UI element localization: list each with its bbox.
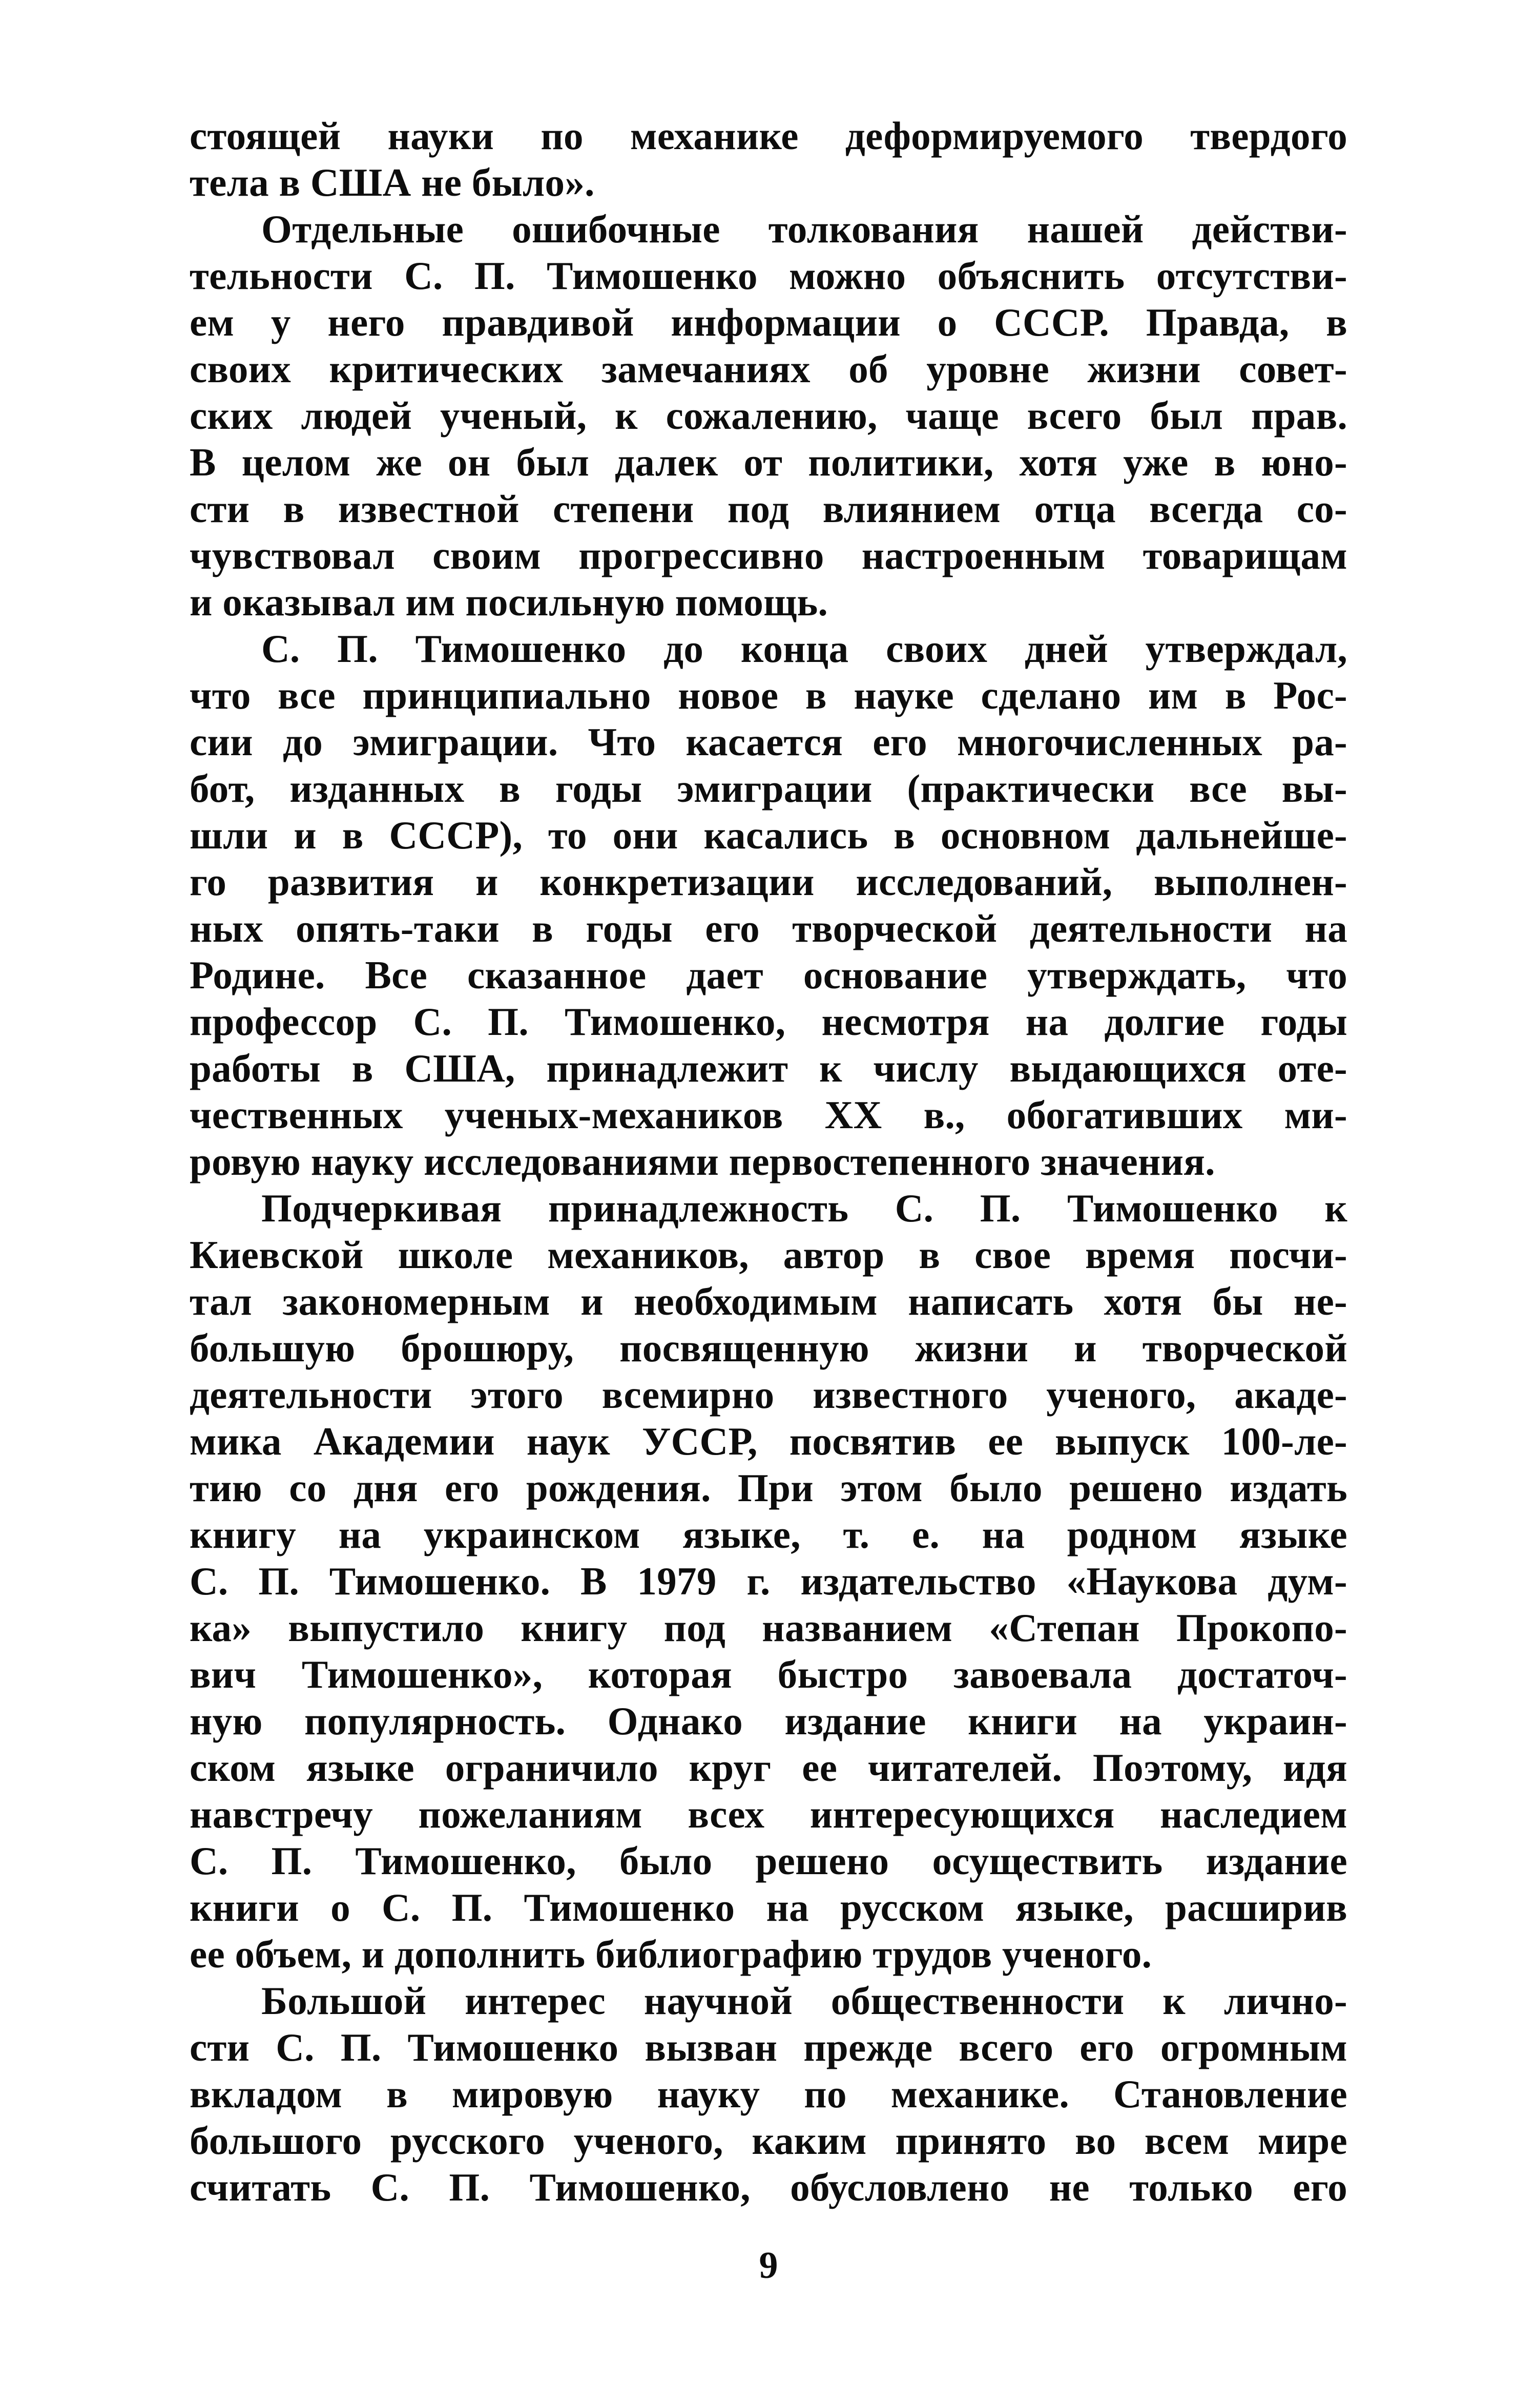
text-line: шли и в СССР), то они касались в основном дальнейше- — [190, 813, 1347, 857]
text-line: Отдельные ошибочные толкования нашей действи- — [261, 207, 1347, 251]
text-line: ка» выпустило книгу под названием «Степан Прокопо- — [190, 1606, 1347, 1650]
text-line: Большой интерес научной общественности к лично- — [261, 1979, 1347, 2023]
text-line: ском языке ограничило круг ее читателей. Поэтому, идя — [190, 1746, 1347, 1790]
text-line: книги о С. П. Тимошенко на русском языке, расширив — [190, 1885, 1347, 1929]
text-line: тельности С. П. Тимошенко можно объяснить отсутстви- — [190, 254, 1347, 298]
text-line: вич Тимошенко», которая быстро завоевала достаточ- — [190, 1652, 1347, 1696]
text-line: сии до эмиграции. Что касается его многочисленных ра- — [190, 720, 1347, 764]
text-line: бот, изданных в годы эмиграции (практически все вы- — [190, 766, 1347, 811]
text-line: ее объем, и дополнить библиографию трудов ученого. — [190, 1932, 1152, 1976]
text-line: Подчеркивая принадлежность С. П. Тимошенко к — [261, 1186, 1347, 1230]
text-line: что все принципиально новое в науке сделано им в Рос- — [190, 673, 1347, 717]
text-line: навстречу пожеланиям всех интересующихся наследием — [190, 1792, 1347, 1836]
text-line: сти в известной степени под влиянием отца всегда со- — [190, 487, 1347, 531]
text-line: С. П. Тимошенко до конца своих дней утверждал, — [261, 627, 1347, 671]
text-line: мика Академии наук УССР, посвятив ее выпуск 100-ле- — [190, 1419, 1347, 1463]
text-line: своих критических замечаниях об уровне жизни совет- — [190, 347, 1347, 391]
text-line: считать С. П. Тимошенко, обусловлено не только его — [190, 2165, 1347, 2209]
body-text — [190, 113, 1347, 2211]
text-line: С. П. Тимошенко. В 1979 г. издательство «Наукова дум- — [190, 1559, 1347, 1603]
text-line: ских людей ученый, к сожалению, чаще всего был прав. — [190, 393, 1347, 438]
text-line: го развития и конкретизации исследований, выполнен- — [190, 860, 1347, 904]
text-line: профессор С. П. Тимошенко, несмотря на долгие годы — [190, 1000, 1347, 1044]
text-line: Киевской школе механиков, автор в свое время посчи- — [190, 1233, 1347, 1277]
text-line: большую брошюру, посвященную жизни и творческой — [190, 1326, 1347, 1370]
text-line: сти С. П. Тимошенко вызван прежде всего его огромным — [190, 2025, 1347, 2069]
text-line: и оказывал им посильную помощь. — [190, 580, 828, 624]
text-line: чественных ученых-механиков XX в., обогативших ми- — [190, 1093, 1347, 1137]
text-line: Родине. Все сказанное дает основание утверждать, что — [190, 953, 1347, 997]
text-line: С. П. Тимошенко, было решено осуществить издание — [190, 1839, 1347, 1883]
text-line: работы в США, принадлежит к числу выдающихся оте- — [190, 1046, 1347, 1090]
text-line: вкладом в мировую науку по механике. Становление — [190, 2072, 1347, 2116]
text-line: тела в США не было». — [190, 160, 595, 204]
text-line: ем у него правдивой информации о СССР. Правда, в — [190, 300, 1347, 344]
text-line: большого русского ученого, каким принято во всем мире — [190, 2119, 1347, 2163]
text-line: чувствовал своим прогрессивно настроенным товарищам — [190, 533, 1347, 577]
page-number: 9 — [759, 2245, 778, 2287]
text-line: ных опять-таки в годы его творческой деятельности на — [190, 906, 1347, 950]
text-line: ровую науку исследованиями первостепенного значения. — [190, 1139, 1215, 1184]
text-line: деятельности этого всемирно известного ученого, акаде- — [190, 1373, 1347, 1417]
text-line: тал закономерным и необходимым написать хотя бы не- — [190, 1279, 1347, 1323]
text-line: тию со дня его рождения. При этом было решено издать — [190, 1466, 1347, 1510]
text-line: ную популярность. Однако издание книги на украин- — [190, 1699, 1347, 1743]
text-line: книгу на украинском языке, т. е. на родном языке — [190, 1512, 1347, 1556]
text-line: В целом же он был далек от политики, хотя уже в юно- — [190, 440, 1347, 484]
text-line: стоящей науки по механике деформируемого твердого — [190, 114, 1347, 158]
